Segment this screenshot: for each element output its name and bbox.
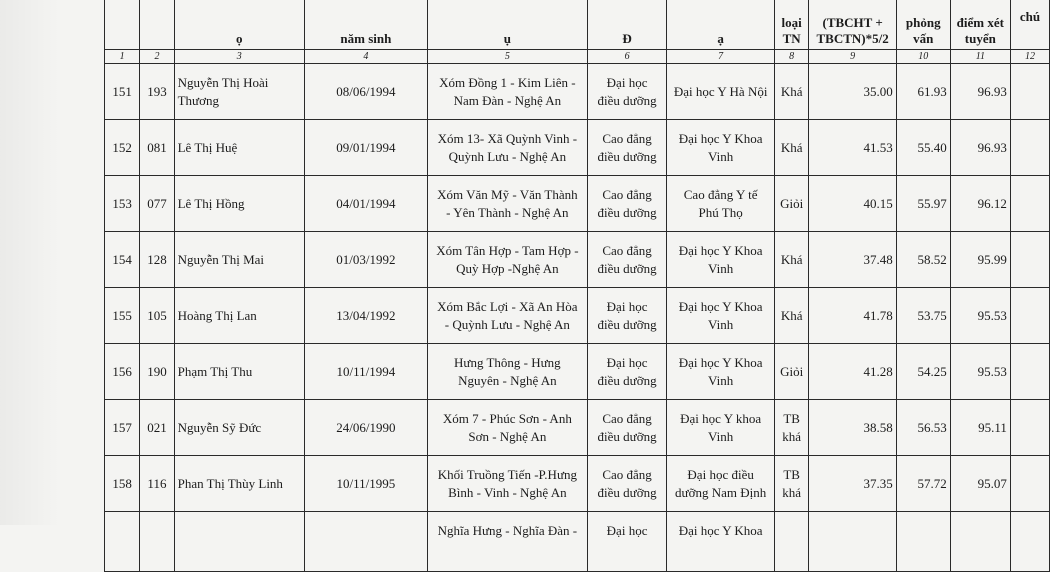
row-name-cell: Phạm Thị Thu <box>174 344 304 400</box>
header-address: ụ <box>428 0 588 50</box>
row-school-cell: Đại học Y Hà Nội <box>667 64 774 120</box>
table-header-row <box>105 0 1050 50</box>
row-stt-cell: 151 <box>105 64 140 120</box>
column-number: 8 <box>774 50 809 64</box>
row-address-cell: Xóm Bắc Lợi - Xã An Hòa - Quỳnh Lưu - Nghệ An <box>428 288 588 344</box>
row-name-cell: Nguyễn Sỹ Đức <box>174 400 304 456</box>
header-dob: năm sinh <box>304 0 427 50</box>
column-number: 9 <box>809 50 896 64</box>
row-stt-cell: 152 <box>105 120 140 176</box>
row-name-cell: Lê Thị Hồng <box>174 176 304 232</box>
row-total-cell: 96.93 <box>950 120 1010 176</box>
row-rank-cell: TB khá <box>774 456 809 512</box>
row-note-cell <box>1010 232 1049 288</box>
row-total-cell <box>950 512 1010 572</box>
table-row <box>105 64 1050 120</box>
header-total: điểm xét tuyển <box>950 0 1010 50</box>
row-total-cell: 95.99 <box>950 232 1010 288</box>
table-row <box>105 120 1050 176</box>
header-school: ạ <box>667 0 774 50</box>
row-rank-cell: Khá <box>774 288 809 344</box>
table-row <box>105 512 1050 572</box>
row-rank-cell: TB khá <box>774 400 809 456</box>
row-interview-cell: 55.97 <box>896 176 950 232</box>
table-row <box>105 176 1050 232</box>
column-number: 7 <box>667 50 774 64</box>
header-stt <box>105 0 140 50</box>
row-school-cell: Đại học Y Khoa Vinh <box>667 344 774 400</box>
row-dob-cell: 10/11/1994 <box>304 344 427 400</box>
row-interview-cell: 58.52 <box>896 232 950 288</box>
row-address-cell: Xóm 13- Xã Quỳnh Vinh - Quỳnh Lưu - Nghệ An <box>428 120 588 176</box>
row-total-cell: 95.53 <box>950 288 1010 344</box>
header-note: chú <box>1010 0 1049 50</box>
row-note-cell <box>1010 64 1049 120</box>
header-sbd <box>140 0 174 50</box>
row-score-cell: 41.53 <box>809 120 896 176</box>
row-dob-cell: 10/11/1995 <box>304 456 427 512</box>
row-sbd-cell: 021 <box>140 400 174 456</box>
row-address-cell: Hưng Thông - Hưng Nguyên - Nghệ An <box>428 344 588 400</box>
column-number: 2 <box>140 50 174 64</box>
row-rank-cell: Khá <box>774 64 809 120</box>
scan-edge-shadow <box>0 0 60 525</box>
row-interview-cell: 53.75 <box>896 288 950 344</box>
row-note-cell <box>1010 512 1049 572</box>
row-name-cell: Lê Thị Huệ <box>174 120 304 176</box>
table-row <box>105 344 1050 400</box>
row-sbd-cell: 190 <box>140 344 174 400</box>
row-score-cell: 40.15 <box>809 176 896 232</box>
header-rank: loại TN <box>774 0 809 50</box>
row-dob-cell: 01/03/1992 <box>304 232 427 288</box>
header-degree: Đ <box>587 0 667 50</box>
row-stt-cell: 154 <box>105 232 140 288</box>
row-sbd-cell: 105 <box>140 288 174 344</box>
row-school-cell: Đại học Y Khoa <box>667 512 774 572</box>
row-school-cell: Đại học Y Khoa Vinh <box>667 288 774 344</box>
candidate-results-table <box>104 0 1050 572</box>
row-score-cell <box>809 512 896 572</box>
row-school-cell: Đại học Y Khoa Vinh <box>667 120 774 176</box>
row-name-cell: Hoàng Thị Lan <box>174 288 304 344</box>
row-address-cell: Xóm 7 - Phúc Sơn - Anh Sơn - Nghệ An <box>428 400 588 456</box>
row-interview-cell: 54.25 <box>896 344 950 400</box>
row-note-cell <box>1010 456 1049 512</box>
row-stt-cell: 153 <box>105 176 140 232</box>
row-note-cell <box>1010 400 1049 456</box>
column-number: 1 <box>105 50 140 64</box>
row-dob-cell: 09/01/1994 <box>304 120 427 176</box>
column-number: 6 <box>587 50 667 64</box>
row-address-cell: Xóm Đồng 1 - Kim Liên - Nam Đàn - Nghệ An <box>428 64 588 120</box>
row-stt-cell: 158 <box>105 456 140 512</box>
row-address-cell: Khối Truồng Tiến -P.Hưng Bình - Vinh - Nghệ An <box>428 456 588 512</box>
row-interview-cell: 55.40 <box>896 120 950 176</box>
row-interview-cell: 56.53 <box>896 400 950 456</box>
column-number: 12 <box>1010 50 1049 64</box>
table-row <box>105 400 1050 456</box>
row-rank-cell: Khá <box>774 120 809 176</box>
row-dob-cell: 04/01/1994 <box>304 176 427 232</box>
row-stt-cell: 156 <box>105 344 140 400</box>
row-sbd-cell: 116 <box>140 456 174 512</box>
row-stt-cell: 155 <box>105 288 140 344</box>
row-interview-cell: 57.72 <box>896 456 950 512</box>
row-score-cell: 35.00 <box>809 64 896 120</box>
row-score-cell: 41.28 <box>809 344 896 400</box>
row-dob-cell: 13/04/1992 <box>304 288 427 344</box>
row-total-cell: 95.07 <box>950 456 1010 512</box>
column-number: 4 <box>304 50 427 64</box>
column-number: 3 <box>174 50 304 64</box>
row-sbd-cell: 081 <box>140 120 174 176</box>
row-dob-cell <box>304 512 427 572</box>
row-name-cell: Phan Thị Thùy Linh <box>174 456 304 512</box>
row-degree-cell: Đại học điều dưỡng <box>587 64 667 120</box>
row-sbd-cell: 077 <box>140 176 174 232</box>
row-rank-cell: Giỏi <box>774 344 809 400</box>
header-interview: phỏng vấn <box>896 0 950 50</box>
row-sbd-cell: 128 <box>140 232 174 288</box>
row-note-cell <box>1010 344 1049 400</box>
row-rank-cell: Khá <box>774 232 809 288</box>
row-stt-cell: 157 <box>105 400 140 456</box>
row-address-cell: Nghĩa Hưng - Nghĩa Đàn - <box>428 512 588 572</box>
row-interview-cell <box>896 512 950 572</box>
row-total-cell: 96.93 <box>950 64 1010 120</box>
row-rank-cell: Giỏi <box>774 176 809 232</box>
column-number: 10 <box>896 50 950 64</box>
column-number: 5 <box>428 50 588 64</box>
row-stt-cell <box>105 512 140 572</box>
row-degree-cell: Cao đẳng điều dưỡng <box>587 400 667 456</box>
row-address-cell: Xóm Văn Mỹ - Văn Thành - Yên Thành - Nghệ An <box>428 176 588 232</box>
row-school-cell: Cao đẳng Y tế Phú Thọ <box>667 176 774 232</box>
row-rank-cell <box>774 512 809 572</box>
row-total-cell: 95.11 <box>950 400 1010 456</box>
row-degree-cell: Đại học điều dưỡng <box>587 344 667 400</box>
table-row <box>105 232 1050 288</box>
row-score-cell: 37.48 <box>809 232 896 288</box>
row-score-cell: 38.58 <box>809 400 896 456</box>
row-score-cell: 41.78 <box>809 288 896 344</box>
row-school-cell: Đại học Y khoa Vinh <box>667 400 774 456</box>
row-score-cell: 37.35 <box>809 456 896 512</box>
row-dob-cell: 08/06/1994 <box>304 64 427 120</box>
row-degree-cell: Cao đẳng điều dưỡng <box>587 232 667 288</box>
row-name-cell <box>174 512 304 572</box>
table-row <box>105 456 1050 512</box>
row-interview-cell: 61.93 <box>896 64 950 120</box>
row-note-cell <box>1010 288 1049 344</box>
header-name: ọ <box>174 0 304 50</box>
row-address-cell: Xóm Tân Hợp - Tam Hợp - Quỳ Hợp -Nghệ An <box>428 232 588 288</box>
row-school-cell: Đại học điều dưỡng Nam Định <box>667 456 774 512</box>
row-degree-cell: Cao đẳng điều dưỡng <box>587 456 667 512</box>
row-name-cell: Nguyễn Thị Hoài Thương <box>174 64 304 120</box>
row-degree-cell: Cao đẳng điều dưỡng <box>587 176 667 232</box>
row-degree-cell: Cao đẳng điều dưỡng <box>587 120 667 176</box>
row-total-cell: 95.53 <box>950 344 1010 400</box>
row-dob-cell: 24/06/1990 <box>304 400 427 456</box>
row-total-cell: 96.12 <box>950 176 1010 232</box>
row-degree-cell: Đại học <box>587 512 667 572</box>
column-number-row <box>105 50 1050 64</box>
row-note-cell <box>1010 120 1049 176</box>
row-name-cell: Nguyễn Thị Mai <box>174 232 304 288</box>
row-school-cell: Đại học Y Khoa Vinh <box>667 232 774 288</box>
header-score: (TBCHT + TBCTN)*5/2 <box>809 0 896 50</box>
column-number: 11 <box>950 50 1010 64</box>
row-sbd-cell: 193 <box>140 64 174 120</box>
row-note-cell <box>1010 176 1049 232</box>
row-sbd-cell <box>140 512 174 572</box>
row-degree-cell: Đại học điều dưỡng <box>587 288 667 344</box>
table-row <box>105 288 1050 344</box>
